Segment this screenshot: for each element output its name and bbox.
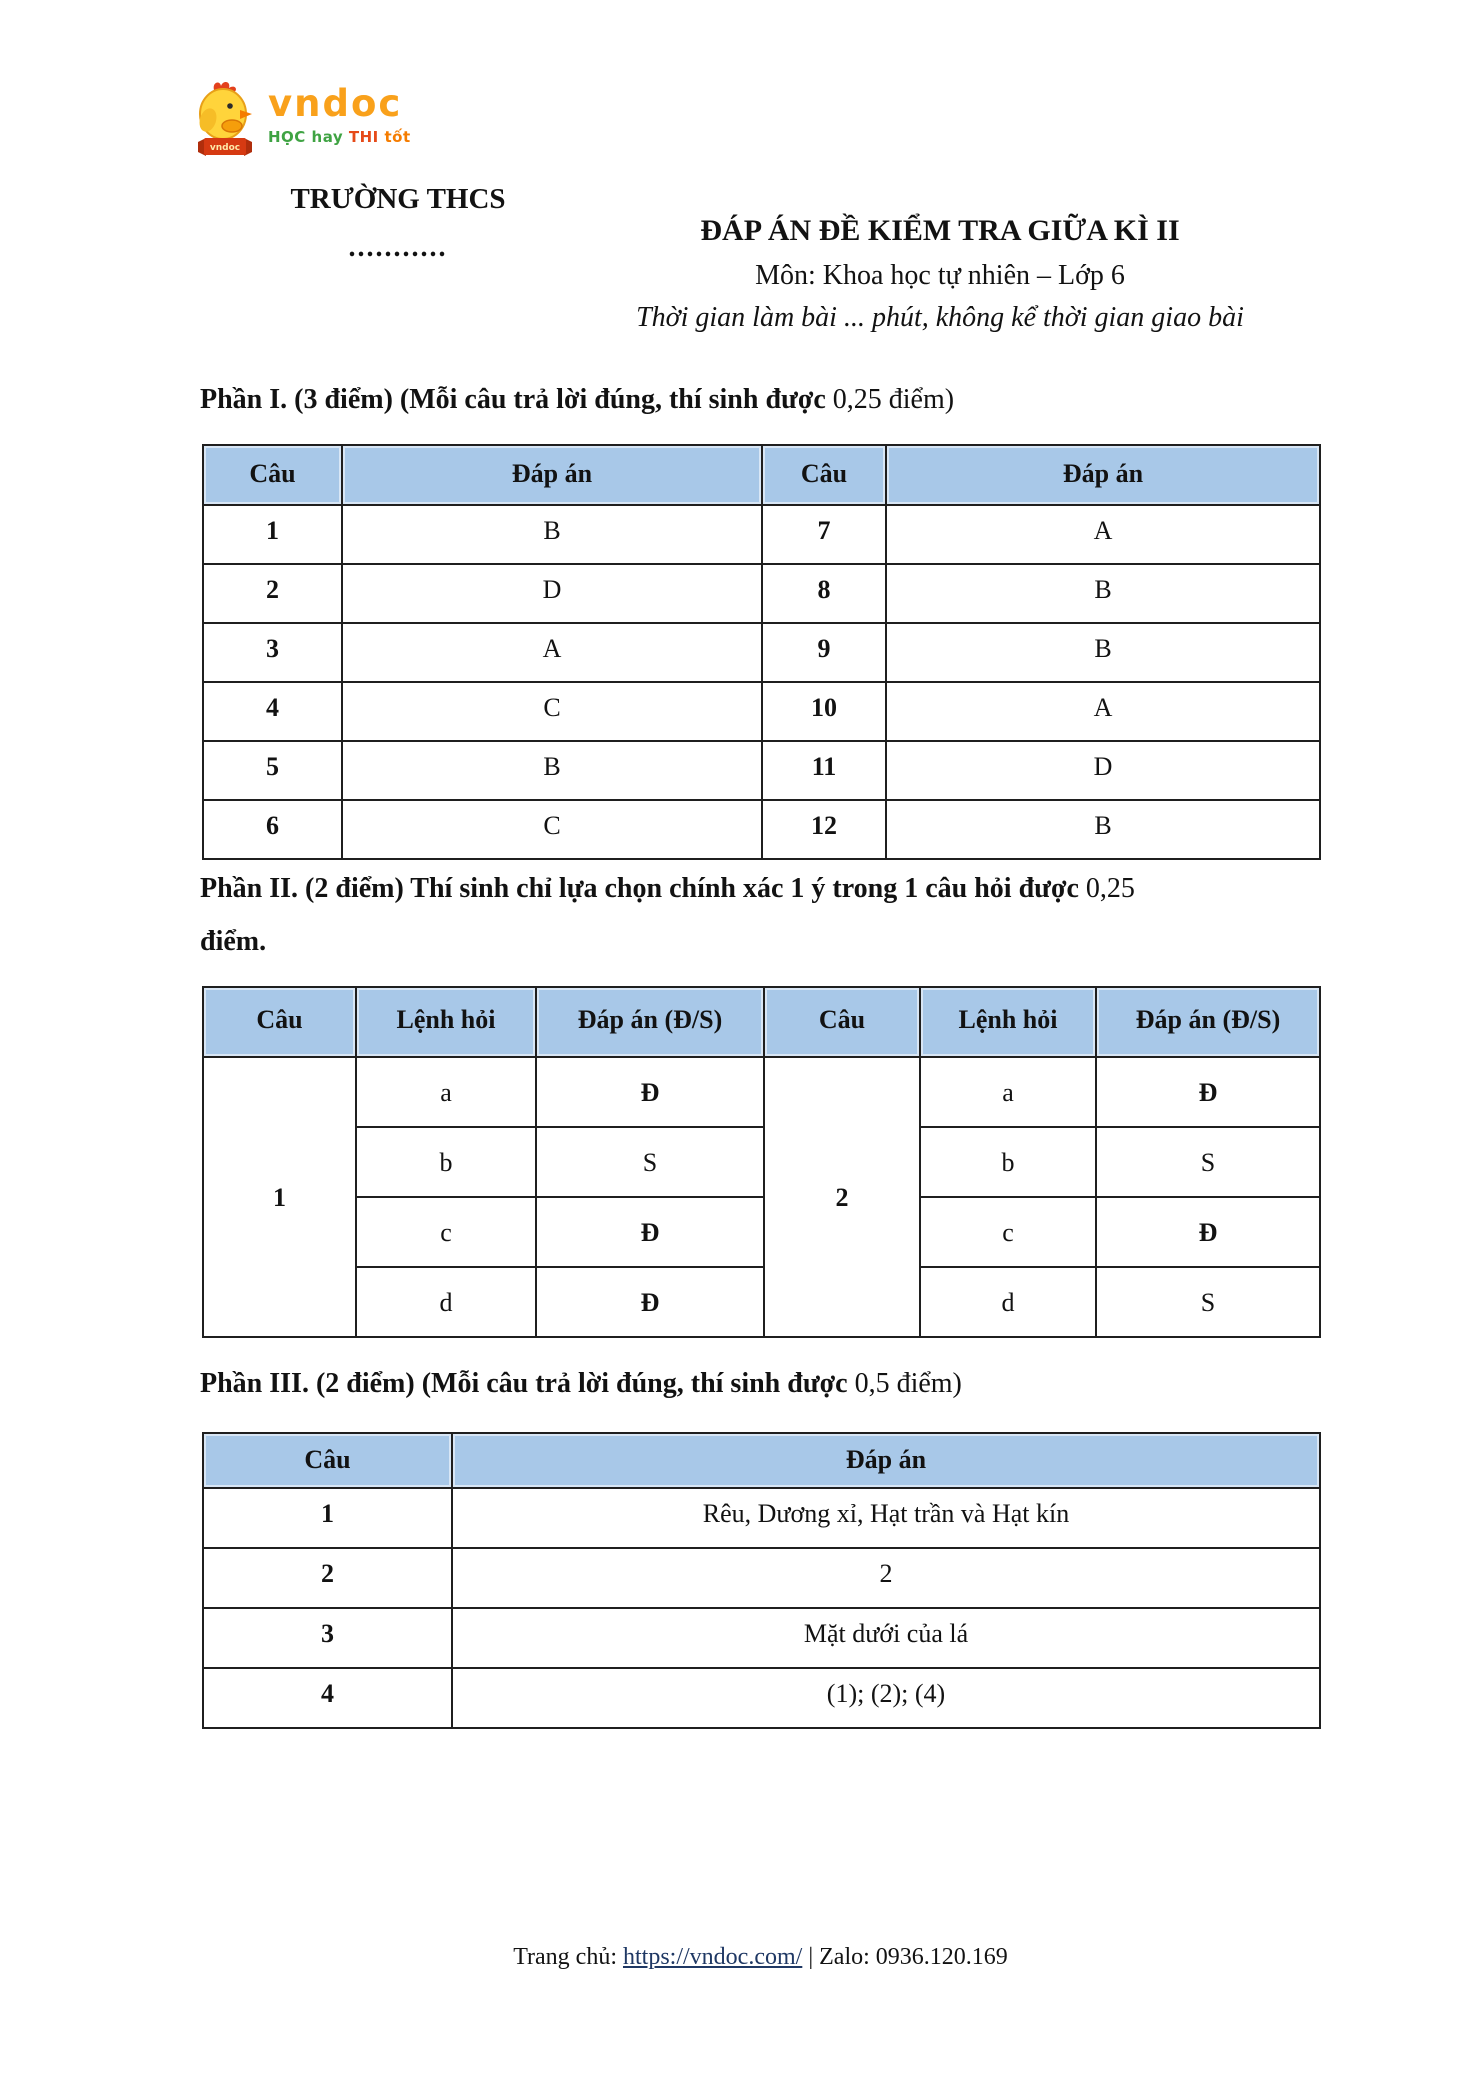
sub-question-letter: a xyxy=(920,1057,1096,1127)
table1-header-cau-2: Câu xyxy=(762,445,886,505)
table3-header-cau: Câu xyxy=(203,1433,452,1488)
answer-value: 2 xyxy=(452,1548,1320,1608)
table2-header-lenhhoi-1: Lệnh hỏi xyxy=(356,987,536,1057)
tagline-tot: tốt xyxy=(384,128,411,146)
part1-heading-bold: Phần I. (3 điểm) (Mỗi câu trả lời đúng, thí sinh được xyxy=(200,384,826,415)
answer-value: D xyxy=(886,741,1320,800)
document-time-note: Thời gian làm bài ... phút, không kể thời gian giao bài xyxy=(636,302,1244,333)
question-number: 3 xyxy=(203,1608,452,1668)
table3-header-dapan: Đáp án xyxy=(452,1433,1320,1488)
table-row xyxy=(203,1197,1320,1267)
part2-heading-bold: Phần II. (2 điểm) Thí sinh chỉ lựa chọn chính xác 1 ý trong 1 câu hỏi được xyxy=(200,873,1079,904)
table2-header-row xyxy=(203,987,1320,1057)
question-number: 6 xyxy=(203,800,342,859)
question-number: 10 xyxy=(762,682,886,741)
part2-heading-line1 xyxy=(200,872,1135,906)
question-number: 8 xyxy=(762,564,886,623)
table-row xyxy=(203,1057,1320,1127)
answer-value: A xyxy=(886,682,1320,741)
true-false-answer: Đ xyxy=(536,1057,764,1127)
logo-tagline xyxy=(268,127,411,147)
school-dots: ........... xyxy=(348,232,448,263)
question-number: 12 xyxy=(762,800,886,859)
table2-header-cau-1: Câu xyxy=(203,987,356,1057)
table2-header-cau-2: Câu xyxy=(764,987,920,1057)
document-subject: Môn: Khoa học tự nhiên – Lớp 6 xyxy=(755,260,1125,291)
question-number: 3 xyxy=(203,623,342,682)
sub-question-letter: b xyxy=(920,1127,1096,1197)
part1-heading-regular: 0,25 điểm) xyxy=(832,384,955,415)
table-row xyxy=(203,1548,1320,1608)
question-number: 4 xyxy=(203,682,342,741)
table2-header-lenhhoi-2: Lệnh hỏi xyxy=(920,987,1096,1057)
question-number: 4 xyxy=(203,1668,452,1728)
part2-heading-line2: điểm. xyxy=(200,926,267,957)
table2-header-dapan-2: Đáp án (Đ/S) xyxy=(1096,987,1320,1057)
answer-value: Mặt dưới của lá xyxy=(452,1608,1320,1668)
logo-brand-text: vndoc xyxy=(268,82,403,125)
part2-answer-table xyxy=(202,986,1321,1338)
true-false-answer: Đ xyxy=(536,1267,764,1337)
true-false-answer: S xyxy=(536,1127,764,1197)
table-row xyxy=(203,1608,1320,1668)
part2-heading-regular: 0,25 xyxy=(1085,873,1135,904)
question-number: 2 xyxy=(764,1057,920,1337)
tagline-hoc-hay: HỌC hay xyxy=(268,128,344,146)
table-row xyxy=(203,623,1320,682)
true-false-answer: S xyxy=(1096,1127,1320,1197)
sub-question-letter: a xyxy=(356,1057,536,1127)
answer-value: B xyxy=(886,800,1320,859)
table-row xyxy=(203,682,1320,741)
question-number: 7 xyxy=(762,505,886,564)
part3-heading-bold: Phần III. (2 điểm) (Mỗi câu trả lời đúng, thí sinh được xyxy=(200,1368,848,1399)
page-footer xyxy=(0,1943,1475,1971)
sub-question-letter: c xyxy=(920,1197,1096,1267)
sub-question-letter: c xyxy=(356,1197,536,1267)
vndoc-logo xyxy=(192,78,411,164)
homepage-link[interactable]: https://vndoc.com/ xyxy=(622,1944,803,1970)
question-number: 1 xyxy=(203,1488,452,1548)
answer-value: B xyxy=(886,564,1320,623)
question-number: 9 xyxy=(762,623,886,682)
sub-question-letter: d xyxy=(356,1267,536,1337)
tagline-thi: THI xyxy=(348,128,379,146)
part3-heading xyxy=(200,1367,962,1401)
table3-header-row xyxy=(203,1433,1320,1488)
answer-value: C xyxy=(342,682,762,741)
question-number: 1 xyxy=(203,505,342,564)
document-title: ĐÁP ÁN ĐỀ KIỂM TRA GIỮA KÌ II xyxy=(700,214,1180,247)
table1-header-cau-1: Câu xyxy=(203,445,342,505)
table-row xyxy=(203,564,1320,623)
table1-header-dapan-2: Đáp án xyxy=(886,445,1320,505)
table-row xyxy=(203,1488,1320,1548)
true-false-answer: Đ xyxy=(536,1197,764,1267)
part3-heading-regular: 0,5 điểm) xyxy=(854,1368,962,1399)
true-false-answer: Đ xyxy=(1096,1057,1320,1127)
question-number: 2 xyxy=(203,1548,452,1608)
sub-question-letter: b xyxy=(356,1127,536,1197)
true-false-answer: S xyxy=(1096,1267,1320,1337)
footer-separator: | xyxy=(808,1944,814,1970)
true-false-answer: Đ xyxy=(1096,1197,1320,1267)
answer-value: B xyxy=(342,741,762,800)
part1-answer-table xyxy=(202,444,1321,860)
part3-answer-table xyxy=(202,1432,1321,1729)
question-number: 11 xyxy=(762,741,886,800)
logo-text xyxy=(268,78,411,147)
answer-value: D xyxy=(342,564,762,623)
answer-value: (1); (2); (4) xyxy=(452,1668,1320,1728)
answer-value: A xyxy=(886,505,1320,564)
part1-heading xyxy=(200,383,954,417)
chicken-mascot-icon xyxy=(192,78,258,164)
table-row xyxy=(203,1267,1320,1337)
school-name: TRƯỜNG THCS xyxy=(290,183,506,215)
answer-value: C xyxy=(342,800,762,859)
table-row xyxy=(203,505,1320,564)
sub-question-letter: d xyxy=(920,1267,1096,1337)
question-number: 2 xyxy=(203,564,342,623)
question-number: 5 xyxy=(203,741,342,800)
answer-value: Rêu, Dương xỉ, Hạt trần và Hạt kín xyxy=(452,1488,1320,1548)
question-number: 1 xyxy=(203,1057,356,1337)
answer-value: B xyxy=(342,505,762,564)
footer-prefix: Trang chủ: xyxy=(513,1944,617,1970)
answer-value: B xyxy=(886,623,1320,682)
table-row xyxy=(203,800,1320,859)
table-row xyxy=(203,1127,1320,1197)
title-block xyxy=(420,212,1460,336)
table-row xyxy=(203,741,1320,800)
answer-value: A xyxy=(342,623,762,682)
footer-zalo: Zalo: 0936.120.169 xyxy=(819,1944,1008,1970)
table1-header-row xyxy=(203,445,1320,505)
table-row xyxy=(203,1668,1320,1728)
table2-header-dapan-1: Đáp án (Đ/S) xyxy=(536,987,764,1057)
table1-header-dapan-1: Đáp án xyxy=(342,445,762,505)
svg-text:vndoc: vndoc xyxy=(209,143,241,153)
